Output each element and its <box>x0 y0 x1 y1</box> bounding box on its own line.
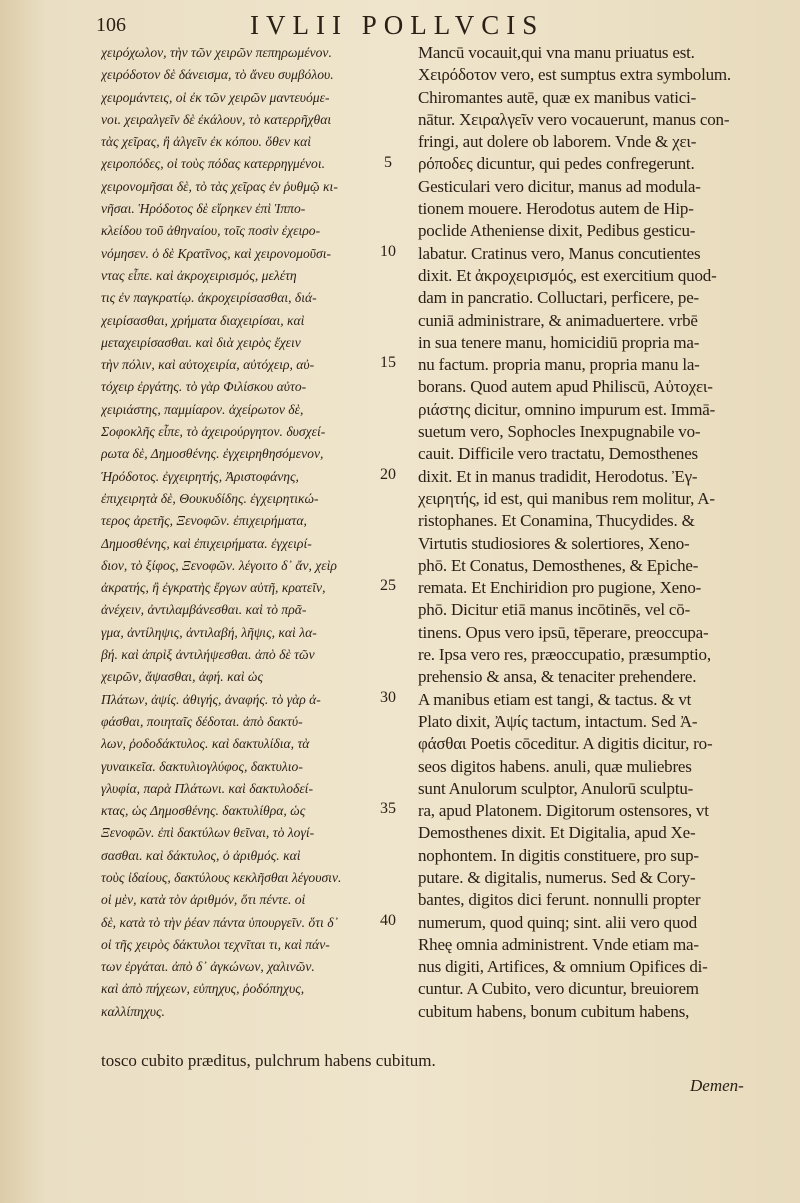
latin-text-line: ρόποδες dicuntur, qui pedes confregerunt. <box>418 154 695 174</box>
latin-text-line: seos digitos habens. anuli, quæ muliebres <box>418 756 692 776</box>
latin-text-line: nātur. Χειραλγεῖν vero vocauerunt, manus con- <box>418 109 730 129</box>
latin-text-line: re. Ipsa vero res, præoccupatio, præsumptio, <box>418 645 711 665</box>
latin-text-line: Virtutis studiosiores & solertiores, Xeno- <box>418 533 690 553</box>
latin-text-line: tinens. Opus vero ipsū, tēperare, preoccupa- <box>418 622 709 642</box>
greek-text-line: ἀνέχειν, ἀντιλαμβάνεσθαι. καὶ τὸ πρᾶ- <box>101 602 307 618</box>
latin-text-line: dixit. Et in manus tradidit, Herodotus. Ἐγ- <box>418 466 698 486</box>
latin-text-line: phō. Dicitur etiā manus incōtinēs, vel cō- <box>418 600 691 620</box>
greek-text-line: χειρομάντεις, οἱ ἐκ τῶν χειρῶν μαντευόμε- <box>101 89 330 105</box>
latin-text-line: dam in pancratio. Colluctari, perficere, pe- <box>418 288 700 308</box>
marginal-line-number: 5 <box>384 153 392 171</box>
greek-text-line: κλείδου τοῦ ἀθηναίου, τοῖς ποσὶν ἐχειρο- <box>101 223 321 239</box>
latin-text-line: Mancū vocauit,qui vna manu priuatus est. <box>418 43 695 62</box>
greek-text-line: ἐπιχειρητὰ δὲ, Θουκυδίδης. ἐγχειρητικώ- <box>101 490 319 506</box>
greek-text-line: χειροπόδες, οἱ τοὺς πόδας κατερρηγμένοι. <box>101 156 326 172</box>
greek-text-line: τόχειρ ἐργάτης. τὸ γὰρ Φιλίσκου αὐτο- <box>101 379 307 395</box>
latin-text-line: labatur. Cratinus vero, Manus concutientes <box>418 243 701 263</box>
marginal-line-number: 40 <box>380 911 396 929</box>
latin-text-line: dixit. Et ἀκροχειρισμός, est exercitium quod- <box>418 265 717 285</box>
latin-text-line: cuniā administrare, & animaduertere. vrbē <box>418 310 698 330</box>
greek-text-line: μεταχειρίσασθαι. καὶ διὰ χειρὸς ἔχειν <box>101 334 301 350</box>
latin-text-line: borans. Quod autem apud Philiscū, Αὐτοχει- <box>418 377 713 397</box>
greek-text-line: Ξενοφῶν. ἐπὶ δακτύλων θεῖναι, τὸ λογί- <box>101 825 315 841</box>
greek-text-line: νόμησεν. ὁ δὲ Κρατῖνος, καὶ χειρονομοῦσι- <box>101 245 332 261</box>
marginal-line-number: 30 <box>380 688 396 706</box>
latin-text-line: tionem mouere. Herodotus autem de Hip- <box>418 199 694 219</box>
greek-text-column <box>101 42 401 1023</box>
marginal-line-number: 35 <box>380 800 396 818</box>
greek-text-line: χειρῶν, ἅψασθαι, ἀφή. καὶ ὡς <box>101 669 264 685</box>
latin-text-line: suetum vero, Sophocles Inexpugnabile vo- <box>418 422 701 442</box>
greek-text-line: γλυφία, παρὰ Πλάτωνι. καὶ δακτυλοδεί- <box>101 780 313 796</box>
greek-text-line: οἱ μὲν, κατὰ τὸν ἀριθμόν, ὅτι πέντε. οἱ <box>101 892 306 908</box>
latin-text-line: cubitum habens, bonum cubitum habens, <box>418 1001 690 1021</box>
greek-text-line: ἀκρατής, ἢ ἐγκρατὴς ἔργων αὐτῆ, κρατεῖν, <box>101 580 326 596</box>
latin-text-line: Demosthenes dixit. Et Digitalia, apud Xe- <box>418 823 696 843</box>
latin-text-line: numerum, quod quinq; sint. alii vero quod <box>418 912 697 932</box>
latin-text-line: Χειρόδοτον vero, est sumptus extra symbolum. <box>418 65 731 85</box>
greek-text-line: οἱ τῆς χειρὸς δάκτυλοι τεχνῖται τι, καὶ πάν- <box>101 936 330 952</box>
greek-text-line: Πλάτων, ἀψίς. ἀθιγής, ἀναφής. τὸ γὰρ ἀ- <box>101 691 321 707</box>
final-latin-line: tosco cubito præditus, pulchrum habens cubitum. <box>101 1051 436 1070</box>
greek-text-line: νῆσαι. Ἡρόδοτος δὲ εἴρηκεν ἐπὶ Ἱππο- <box>101 201 306 217</box>
page-header <box>0 8 800 42</box>
greek-text-line: των ἐργάται. ἀπὸ δ᾽ ἀγκώνων, χαλινῶν. <box>101 959 315 975</box>
latin-text-line: A manibus etiam est tangi, & tactus. & vt <box>418 689 692 709</box>
page-number: 106 <box>96 14 126 36</box>
greek-text-line: χειριάστης, παμμίαρον. ἀχείρωτον δὲ, <box>101 401 304 417</box>
latin-text-line: ra, apud Platonem. Digitorum ostensores, vt <box>418 801 709 821</box>
latin-text-line: cuntur. A Cubito, vero dicuntur, breuiorem <box>418 979 699 999</box>
greek-text-line: ρωτα δὲ, Δημοσθένης. ἐγχειρηθησόμενον, <box>101 446 324 462</box>
latin-text-line: Plato dixit, Ἀψίς tactum, intactum. Sed Ἀ- <box>418 711 698 731</box>
latin-text-line: prehensio & ansa, & tenaciter prehendere. <box>418 667 697 687</box>
greek-text-line: τερος ἀρετῆς, Ξενοφῶν. ἐπιχειρήματα, <box>101 513 307 529</box>
greek-text-line: γυναικεῖα. δακτυλιογλύφος, δακτυλιο- <box>101 758 303 774</box>
greek-text-line: σασθαι. καὶ δάκτυλος, ὁ ἀριθμός. καὶ <box>101 847 301 863</box>
latin-text-line: in sua tenere manu, homicidiū propria ma- <box>418 332 700 352</box>
greek-text-line: φάσθαι, ποιηταῖς δέδοται. ἀπὸ δακτύ- <box>101 713 303 729</box>
latin-text-line: remata. Et Enchiridion pro pugione, Xeno- <box>418 578 702 598</box>
latin-text-line: fringi, aut dolere ob laborem. Vnde & χει- <box>418 132 697 152</box>
latin-text-line: φάσθαι Poetis cōceditur. A digitis dicitur, ro- <box>418 734 713 754</box>
greek-text-line: καλλίπηχυς. <box>101 1003 165 1019</box>
greek-text-line: τις ἐν παγκρατίῳ. ἀκροχειρίσασθαι, διά- <box>101 290 317 306</box>
greek-text-line: χειρόχωλον, τὴν τῶν χειρῶν πεπηρωμένον. <box>101 45 332 60</box>
greek-text-line: χειρίσασθαι, χρήματα διαχειρίσαι, καὶ <box>101 312 305 328</box>
catchword: Demen- <box>690 1076 744 1095</box>
latin-text-line: ριάστης dicitur, omnino impurum est. Immā- <box>418 399 716 419</box>
greek-text-line: λων, ῥοδοδάκτυλος. καὶ δακτυλίδια, τὰ <box>101 736 310 752</box>
latin-text-line: nus digiti, Artifices, & omnium Opifices di- <box>418 957 708 977</box>
marginal-line-number: 25 <box>380 577 396 595</box>
marginal-line-number: 10 <box>380 242 396 260</box>
greek-text-line: νοι. χειραλγεῖν δὲ ἐκάλουν, τὸ κατερρῆχθαι <box>101 111 332 127</box>
latin-text-line: χειρητής, id est, qui manibus rem molitur, A- <box>418 488 715 508</box>
latin-text-line: Gesticulari vero dicitur, manus ad modula- <box>418 176 701 196</box>
greek-text-line: δὲ, κατὰ τὸ τὴν ῥέαν πάντα ὑπουργεῖν. ὅτι δ᾽ <box>101 914 339 930</box>
latin-text-line: sunt Anulorum sculptor, Anulorū sculptu- <box>418 778 694 798</box>
marginal-line-number: 15 <box>380 354 396 372</box>
greek-text-line: χειρονομῆσαι δὲ, τὸ τὰς χεῖρας ἐν ῥυθμῷ κι- <box>101 178 338 194</box>
latin-text-line: nophontem. In digitis constituere, pro sup- <box>418 845 699 865</box>
greek-text-line: τὰς χεῖρας, ἢ ἀλγεῖν ἐκ κόπου. ὅθεν καὶ <box>101 134 312 150</box>
latin-text-line: poclide Atheniense dixit, Pedibus gesticu- <box>418 221 696 241</box>
latin-text-line: Chiromantes autē, quæ ex manibus vatici- <box>418 87 697 107</box>
greek-text-line: βή. καὶ ἀπρὶξ ἀντιλήψεσθαι. ἀπὸ δὲ τῶν <box>101 647 315 663</box>
latin-text-column <box>418 42 793 1023</box>
greek-text-line: Δημοσθένης, καὶ ἐπιχειρήματα. ἐγχειρί- <box>101 535 312 551</box>
greek-text-line: χειρόδοτον δὲ δάνεισμα, τὸ ἄνευ συμβόλου. <box>101 67 334 83</box>
latin-text-line: cauit. Difficile vero tractatu, Demosthenes <box>418 444 698 464</box>
latin-text-line: Rheę omnia administrent. Vnde etiam ma- <box>418 934 699 954</box>
latin-text-line: putare. & digitalis, numerus. Sed & Cory- <box>418 867 696 887</box>
latin-text-line: bantes, digitos dici ferunt. nonnulli propter <box>418 890 701 910</box>
greek-text-line: Σοφοκλῆς εἶπε, τὸ ἀχειρούργητον. δυσχεί- <box>101 424 326 440</box>
greek-text-line: τὴν πόλιν, καὶ αὐτοχειρία, αὐτόχειρ, αὐ- <box>101 357 315 373</box>
greek-text-line: καὶ ἀπὸ πήχεων, εὐπηχυς, ῥοδόπηχυς, <box>101 981 305 997</box>
latin-text-line: ristophanes. Et Conamina, Thucydides. & <box>418 511 695 531</box>
latin-text-line: nu factum. propria manu, propria manu la- <box>418 355 700 375</box>
greek-text-line: διον, τὸ ξίφος, Ξενοφῶν. λέγοιτο δ᾽ ἄν, χεὶρ <box>101 557 337 573</box>
greek-text-line: γμα, ἀντίληψις, ἀντιλαβή, λῆψις, καὶ λα- <box>101 624 317 640</box>
running-title: IVLII POLLVCIS <box>250 10 545 40</box>
greek-text-line: Ἡρόδοτος. ἐγχειρητής, Ἀριστοφάνης, <box>101 468 299 484</box>
greek-text-line: ντας εἶπε. καὶ ἀκροχειρισμός, μελέτη <box>101 267 297 283</box>
marginal-line-number: 20 <box>380 465 396 483</box>
latin-text-line: phō. Et Conatus, Demosthenes, & Epiche- <box>418 555 699 575</box>
greek-text-line: τοὺς ἰδαίους, δακτύλους κεκλῆσθαι λέγουσιν. <box>101 869 342 885</box>
greek-text-line: κτας, ὡς Δημοσθένης. δακτυλίθρα, ὡς <box>101 803 306 819</box>
